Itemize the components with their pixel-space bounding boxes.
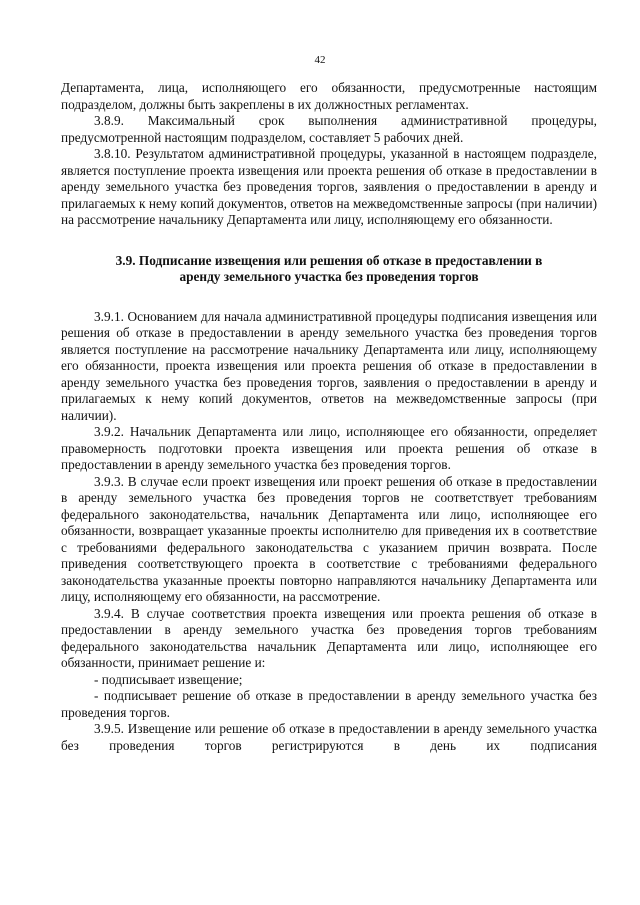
paragraph-3-8-10: 3.8.10. Результатом административной процедуры, указанной в настоящем подразделе, является поступление проекта извещения или проекта решения об отказе в предоставлении в аренду земельного участка без проведения торгов, заявления о предоставлении в аренду и прилагаемых к нему копий документов, ответов на межведомственные запросы (при наличии) на рассмотрение начальнику Департамента или лицу, исполняющему его обязанности.	[61, 146, 597, 227]
page-number: 42	[314, 54, 326, 66]
paragraph-3-9-4: 3.9.4. В случае соответствия проекта извещения или проекта решения об отказе в предоставлении в аренду земельного участка без проведения торгов требованиям федерального законодательства начальник Департамента или лицо, исполняющее его обязанности, принимает решение и:	[61, 605, 597, 670]
list-item: - подписывает извещение;	[94, 671, 243, 687]
paragraph-3-9-1: 3.9.1. Основанием для начала административной процедуры подписания извещения или решения об отказе в предоставлении в аренду земельного участка без проведения торгов является поступление на рассмотрение начальнику Департамента или лицу, исполняющему его обязанности, проекта извещения или проекта решения об отказе в предоставлении в аренду земельного участка без проведения торгов, заявления о предоставлении в аренду и прилагаемых к нему копий документов, ответов на межведомственные запросы (при наличии).	[61, 308, 597, 423]
paragraph-3-9-5: 3.9.5. Извещение или решение об отказе в предоставлении в аренду земельного участка без проведения торгов регистрируются в день их подписания	[61, 721, 597, 753]
section-heading: 3.9. Подписание извещения или решения об отказе в предоставлении в аренду земельного участка без проведения торгов	[115, 252, 543, 284]
document-body	[61, 80, 597, 754]
paragraph-3-9-2: 3.9.2. Начальник Департамента или лицо, исполняющее его обязанности, определяет правомерность подготовки проекта извещения или проекта решения об отказе в предоставлении в аренду земельного участка без проведения торгов.	[61, 424, 597, 472]
paragraph-continuation: Департамента, лица, исполняющего его обязанности, предусмотренные настоящим подразделом, должны быть закреплены в их должностных регламентах.	[61, 80, 597, 112]
list-item: - подписывает решение об отказе в предоставлении в аренду земельного участка без проведения торгов.	[61, 688, 597, 720]
paragraph-3-9-3: 3.9.3. В случае если проект извещения или проект решения об отказе в предоставлении в аренду земельного участка без проведения торгов не соответствует требованиям федерального законодательства, начальник Департамента или лицо, исполняющее его обязанности, возвращает указанные проекты исполнителю для приведения их в соответствие с требованиями федерального законодательства с указанием причин возврата. После приведения соответствующего проекта в соответствие с требованиями федерального законодательства указанные проекты повторно направляются начальнику Департамента или лицу, исполняющему его обязанности, на рассмотрение.	[61, 473, 597, 604]
paragraph-3-8-9: 3.8.9. Максимальный срок выполнения административной процедуры, предусмотренной настоящим подразделом, составляет 5 рабочих дней.	[61, 113, 597, 145]
